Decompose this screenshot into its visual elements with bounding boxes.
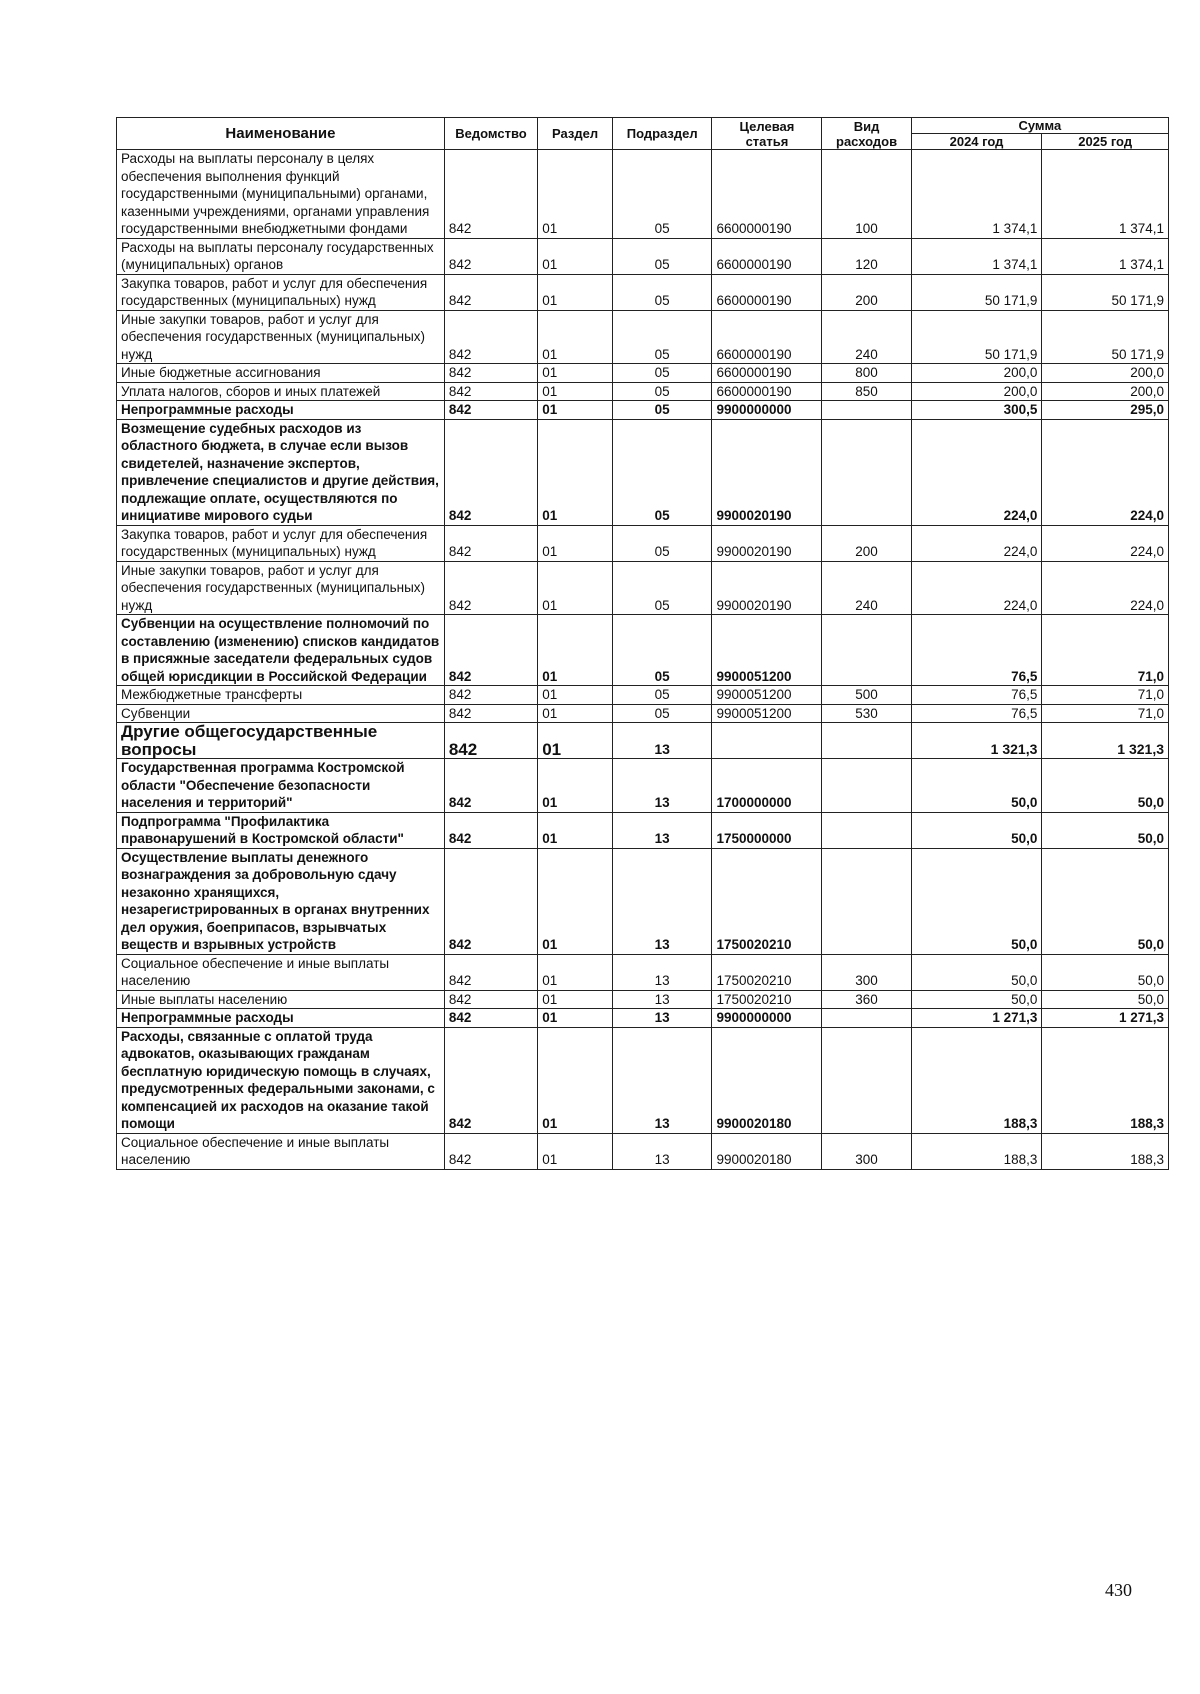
row-target: 1750020210	[712, 990, 822, 1009]
row-amount-2025: 71,0	[1042, 686, 1169, 705]
table-row	[117, 561, 1169, 615]
row-amount-2025: 1 321,3	[1042, 723, 1169, 759]
row-section: 01	[538, 723, 613, 759]
row-amount-2024: 50,0	[911, 848, 1042, 954]
row-amount-2025: 50,0	[1042, 990, 1169, 1009]
row-amount-2024: 76,5	[911, 686, 1042, 705]
header-2024: 2024 год	[911, 134, 1042, 150]
row-target: 9900020190	[712, 561, 822, 615]
row-subsection: 05	[612, 704, 712, 723]
row-dept: 842	[444, 990, 537, 1009]
row-type: 240	[822, 310, 911, 364]
row-amount-2024: 76,5	[911, 704, 1042, 723]
row-amount-2025: 50,0	[1042, 759, 1169, 813]
row-type: 530	[822, 704, 911, 723]
row-section: 01	[538, 990, 613, 1009]
row-type	[822, 759, 911, 813]
row-amount-2025: 50,0	[1042, 848, 1169, 954]
row-amount-2025: 295,0	[1042, 401, 1169, 420]
row-target	[712, 723, 822, 759]
row-section: 01	[538, 310, 613, 364]
table-row	[117, 812, 1169, 848]
row-subsection: 05	[612, 686, 712, 705]
row-target: 1750000000	[712, 812, 822, 848]
row-subsection: 13	[612, 990, 712, 1009]
row-dept: 842	[444, 419, 537, 525]
row-name: Социальное обеспечение и иные выплаты населению	[117, 1133, 445, 1169]
row-section: 01	[538, 1133, 613, 1169]
row-name: Непрограммные расходы	[117, 401, 445, 420]
row-target: 9900051200	[712, 615, 822, 686]
row-amount-2024: 188,3	[911, 1027, 1042, 1133]
row-dept: 842	[444, 704, 537, 723]
row-type: 360	[822, 990, 911, 1009]
row-subsection: 05	[612, 615, 712, 686]
row-amount-2024: 1 321,3	[911, 723, 1042, 759]
row-dept: 842	[444, 848, 537, 954]
table-row	[117, 401, 1169, 420]
row-name: Социальное обеспечение и иные выплаты населению	[117, 954, 445, 990]
row-target: 6600000190	[712, 310, 822, 364]
row-subsection: 13	[612, 759, 712, 813]
row-name: Другие общегосударственные вопросы	[117, 723, 445, 759]
row-subsection: 13	[612, 848, 712, 954]
header-target: Целевая статья	[712, 118, 822, 150]
row-name: Государственная программа Костромской области "Обеспечение безопасности населения и территорий"	[117, 759, 445, 813]
row-amount-2025: 50,0	[1042, 812, 1169, 848]
row-target: 9900020180	[712, 1133, 822, 1169]
row-name: Иные закупки товаров, работ и услуг для обеспечения государственных (муниципальных) нужд	[117, 561, 445, 615]
row-target: 1750020210	[712, 848, 822, 954]
row-name: Уплата налогов, сборов и иных платежей	[117, 382, 445, 401]
row-subsection: 13	[612, 812, 712, 848]
header-name: Наименование	[117, 118, 445, 150]
table-body	[117, 150, 1169, 1170]
row-subsection: 05	[612, 401, 712, 420]
row-name: Осуществление выплаты денежного вознаграждения за добровольную сдачу незаконно хранящихся, незарегистрированных в органах внутренних дел оружия, боеприпасов, взрывчатых веществ и взрывных устройств	[117, 848, 445, 954]
row-target: 6600000190	[712, 274, 822, 310]
row-amount-2025: 50 171,9	[1042, 274, 1169, 310]
row-target: 9900051200	[712, 704, 822, 723]
row-amount-2025: 71,0	[1042, 615, 1169, 686]
row-target: 6600000190	[712, 238, 822, 274]
row-subsection: 13	[612, 1133, 712, 1169]
row-name: Расходы на выплаты персоналу в целях обеспечения выполнения функций государственными (муниципальными) органами, казенными учреждениями, органами управления государственными внебюджетными фондами	[117, 150, 445, 239]
row-amount-2025: 1 374,1	[1042, 238, 1169, 274]
row-name: Закупка товаров, работ и услуг для обеспечения государственных (муниципальных) нужд	[117, 525, 445, 561]
row-amount-2025: 71,0	[1042, 704, 1169, 723]
row-section: 01	[538, 419, 613, 525]
table-row	[117, 274, 1169, 310]
row-target: 6600000190	[712, 382, 822, 401]
row-amount-2024: 50,0	[911, 759, 1042, 813]
row-name: Иные закупки товаров, работ и услуг для обеспечения государственных (муниципальных) нужд	[117, 310, 445, 364]
row-amount-2024: 50 171,9	[911, 310, 1042, 364]
row-amount-2025: 224,0	[1042, 561, 1169, 615]
row-subsection: 05	[612, 364, 712, 383]
row-dept: 842	[444, 686, 537, 705]
row-name: Субвенции	[117, 704, 445, 723]
row-type: 200	[822, 274, 911, 310]
row-amount-2024: 224,0	[911, 525, 1042, 561]
row-amount-2024: 1 374,1	[911, 238, 1042, 274]
row-dept: 842	[444, 238, 537, 274]
row-dept: 842	[444, 401, 537, 420]
row-type: 120	[822, 238, 911, 274]
row-subsection: 05	[612, 525, 712, 561]
row-name: Межбюджетные трансферты	[117, 686, 445, 705]
row-name: Расходы, связанные с оплатой труда адвокатов, оказывающих гражданам бесплатную юридическую помощь в случаях, предусмотренных федеральными законами, с компенсацией их расходов на оказание такой помощи	[117, 1027, 445, 1133]
row-subsection: 05	[612, 150, 712, 239]
row-name: Подпрограмма "Профилактика правонарушений в Костромской области"	[117, 812, 445, 848]
row-amount-2024: 1 374,1	[911, 150, 1042, 239]
table-row	[117, 615, 1169, 686]
row-amount-2024: 300,5	[911, 401, 1042, 420]
row-dept: 842	[444, 954, 537, 990]
header-section: Раздел	[538, 118, 613, 150]
row-target: 9900020190	[712, 525, 822, 561]
row-amount-2025: 224,0	[1042, 525, 1169, 561]
table-row	[117, 704, 1169, 723]
row-target: 1700000000	[712, 759, 822, 813]
row-subsection: 13	[612, 1009, 712, 1028]
table-row	[117, 364, 1169, 383]
row-section: 01	[538, 150, 613, 239]
table-row	[117, 419, 1169, 525]
row-dept: 842	[444, 615, 537, 686]
row-section: 01	[538, 704, 613, 723]
row-amount-2025: 1 374,1	[1042, 150, 1169, 239]
row-type	[822, 615, 911, 686]
table-row	[117, 723, 1169, 759]
table-row	[117, 1133, 1169, 1169]
row-subsection: 05	[612, 238, 712, 274]
row-dept: 842	[444, 274, 537, 310]
row-section: 01	[538, 615, 613, 686]
row-dept: 842	[444, 382, 537, 401]
row-dept: 842	[444, 561, 537, 615]
row-amount-2024: 50,0	[911, 812, 1042, 848]
row-amount-2025: 188,3	[1042, 1027, 1169, 1133]
row-dept: 842	[444, 364, 537, 383]
row-target: 9900051200	[712, 686, 822, 705]
row-section: 01	[538, 954, 613, 990]
header-dept: Ведомство	[444, 118, 537, 150]
table-row	[117, 1009, 1169, 1028]
header-subsection: Подраздел	[612, 118, 712, 150]
row-type: 500	[822, 686, 911, 705]
row-subsection: 05	[612, 561, 712, 615]
row-target: 9900000000	[712, 401, 822, 420]
row-type: 300	[822, 954, 911, 990]
row-name: Непрограммные расходы	[117, 1009, 445, 1028]
row-type: 200	[822, 525, 911, 561]
row-section: 01	[538, 848, 613, 954]
row-amount-2024: 1 271,3	[911, 1009, 1042, 1028]
row-dept: 842	[444, 1027, 537, 1133]
row-type: 300	[822, 1133, 911, 1169]
row-type: 240	[822, 561, 911, 615]
row-amount-2025: 224,0	[1042, 419, 1169, 525]
row-name: Иные выплаты населению	[117, 990, 445, 1009]
table-row	[117, 238, 1169, 274]
table-row	[117, 848, 1169, 954]
row-section: 01	[538, 1009, 613, 1028]
row-target: 6600000190	[712, 364, 822, 383]
row-dept: 842	[444, 525, 537, 561]
row-type: 100	[822, 150, 911, 239]
row-type	[822, 848, 911, 954]
row-dept: 842	[444, 310, 537, 364]
row-dept: 842	[444, 759, 537, 813]
row-dept: 842	[444, 150, 537, 239]
table-row	[117, 990, 1169, 1009]
row-section: 01	[538, 274, 613, 310]
row-target: 6600000190	[712, 150, 822, 239]
table-row	[117, 1027, 1169, 1133]
table-row	[117, 759, 1169, 813]
header-sum: Сумма	[911, 118, 1168, 134]
row-target: 9900020190	[712, 419, 822, 525]
row-section: 01	[538, 525, 613, 561]
row-type	[822, 723, 911, 759]
budget-table	[116, 117, 1169, 1170]
table-row	[117, 310, 1169, 364]
row-amount-2024: 50,0	[911, 990, 1042, 1009]
row-section: 01	[538, 382, 613, 401]
row-name: Возмещение судебных расходов из областного бюджета, в случае если вызов свидетелей, назначение экспертов, привлечение специалистов и другие действия, подлежащие оплате, осуществляются по инициативе мирового судьи	[117, 419, 445, 525]
row-section: 01	[538, 686, 613, 705]
row-amount-2024: 200,0	[911, 364, 1042, 383]
row-section: 01	[538, 401, 613, 420]
row-subsection: 05	[612, 310, 712, 364]
row-amount-2024: 224,0	[911, 419, 1042, 525]
row-subsection: 05	[612, 382, 712, 401]
row-type	[822, 812, 911, 848]
row-subsection: 05	[612, 419, 712, 525]
page-number: 430	[1105, 1580, 1132, 1600]
row-name: Расходы на выплаты персоналу государственных (муниципальных) органов	[117, 238, 445, 274]
row-section: 01	[538, 759, 613, 813]
row-section: 01	[538, 812, 613, 848]
row-amount-2024: 200,0	[911, 382, 1042, 401]
table-row	[117, 525, 1169, 561]
row-amount-2025: 1 271,3	[1042, 1009, 1169, 1028]
row-type	[822, 1009, 911, 1028]
row-amount-2024: 50 171,9	[911, 274, 1042, 310]
row-target: 9900000000	[712, 1009, 822, 1028]
row-type	[822, 401, 911, 420]
row-amount-2025: 50,0	[1042, 954, 1169, 990]
row-amount-2025: 50 171,9	[1042, 310, 1169, 364]
header-2025: 2025 год	[1042, 134, 1169, 150]
table-row	[117, 150, 1169, 239]
row-subsection: 05	[612, 274, 712, 310]
table-row	[117, 954, 1169, 990]
row-type	[822, 419, 911, 525]
row-dept: 842	[444, 1009, 537, 1028]
row-name: Закупка товаров, работ и услуг для обеспечения государственных (муниципальных) нужд	[117, 274, 445, 310]
table-row	[117, 382, 1169, 401]
header-type: Вид расходов	[822, 118, 911, 150]
row-target: 9900020180	[712, 1027, 822, 1133]
row-name: Иные бюджетные ассигнования	[117, 364, 445, 383]
row-target: 1750020210	[712, 954, 822, 990]
row-type: 800	[822, 364, 911, 383]
row-type: 850	[822, 382, 911, 401]
row-dept: 842	[444, 1133, 537, 1169]
row-section: 01	[538, 364, 613, 383]
row-subsection: 13	[612, 1027, 712, 1133]
row-section: 01	[538, 1027, 613, 1133]
row-section: 01	[538, 238, 613, 274]
row-subsection: 13	[612, 954, 712, 990]
row-amount-2024: 224,0	[911, 561, 1042, 615]
row-amount-2024: 76,5	[911, 615, 1042, 686]
row-dept: 842	[444, 812, 537, 848]
row-amount-2025: 200,0	[1042, 382, 1169, 401]
row-subsection: 13	[612, 723, 712, 759]
row-amount-2024: 188,3	[911, 1133, 1042, 1169]
row-dept: 842	[444, 723, 537, 759]
row-section: 01	[538, 561, 613, 615]
row-name: Субвенции на осуществление полномочий по составлению (изменению) списков кандидатов в присяжные заседатели федеральных судов общей юрисдикции в Российской Федерации	[117, 615, 445, 686]
row-amount-2024: 50,0	[911, 954, 1042, 990]
row-type	[822, 1027, 911, 1133]
row-amount-2025: 188,3	[1042, 1133, 1169, 1169]
table-row	[117, 686, 1169, 705]
row-amount-2025: 200,0	[1042, 364, 1169, 383]
